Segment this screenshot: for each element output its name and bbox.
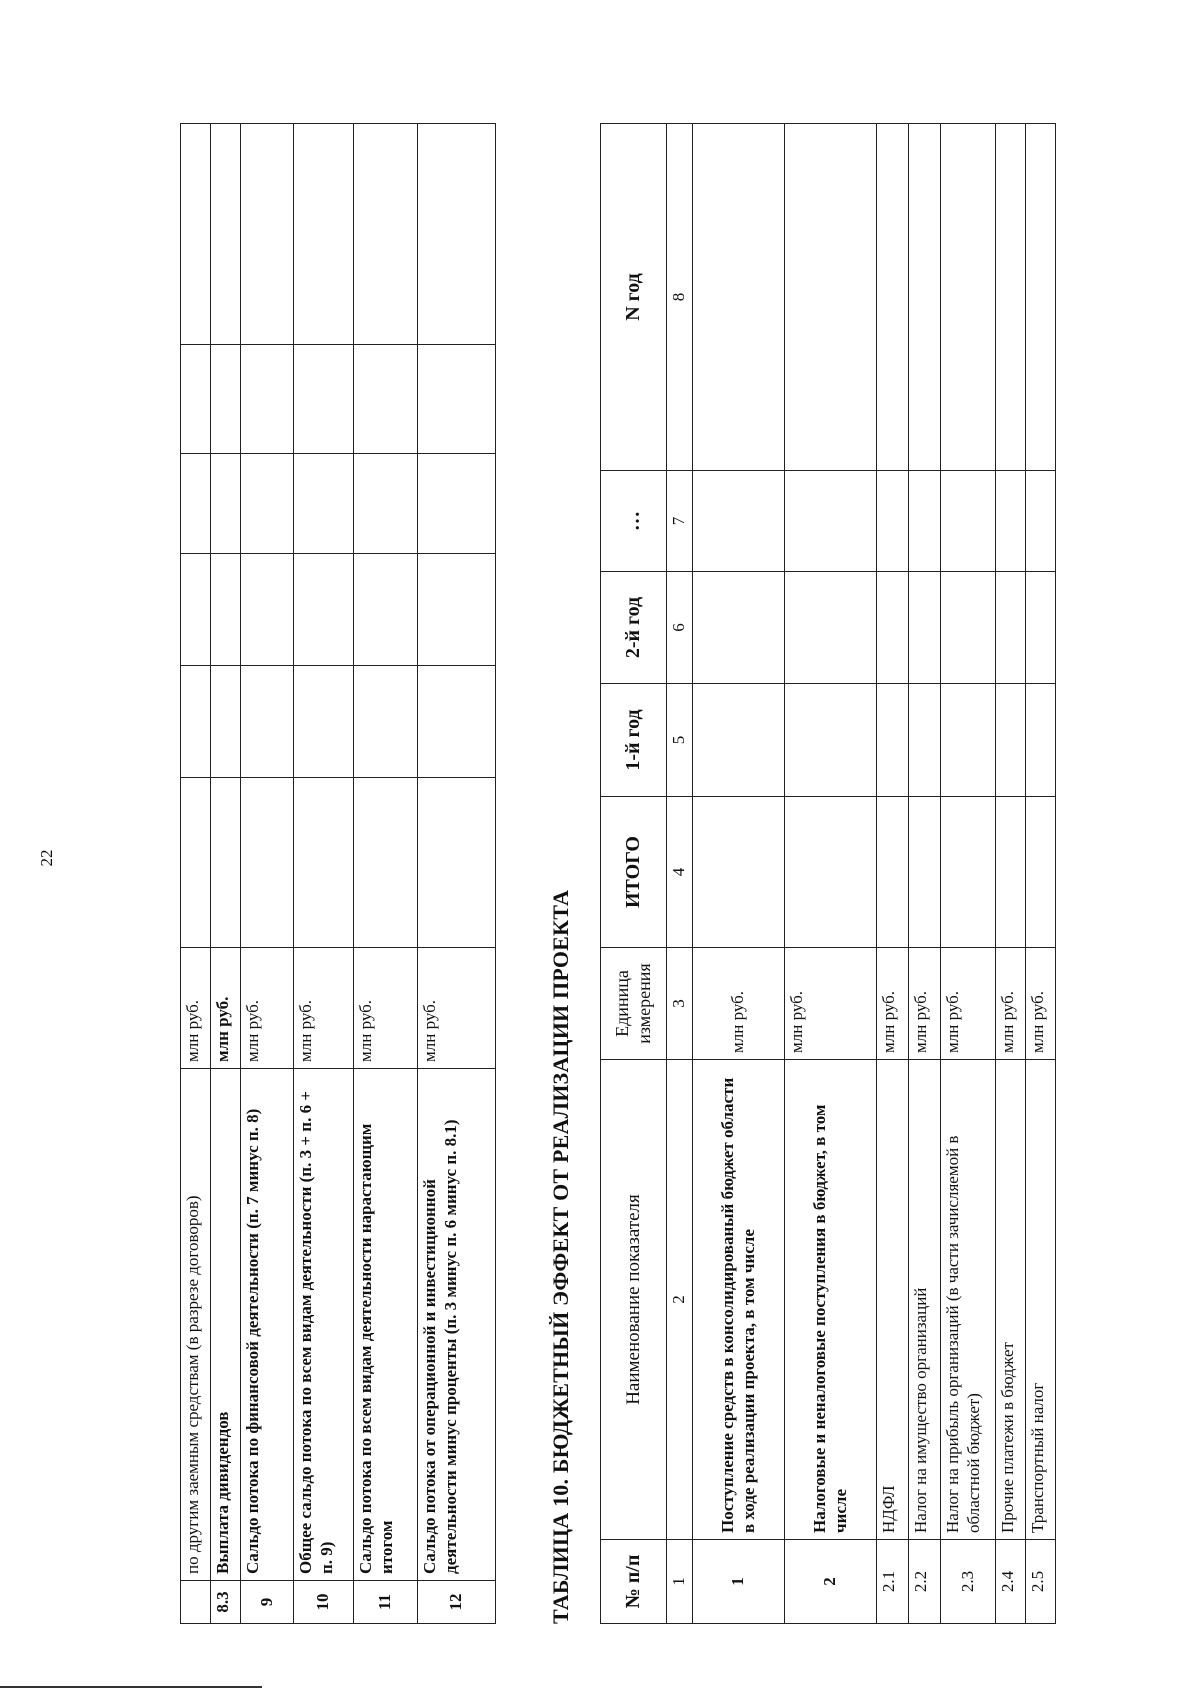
table-row — [211, 124, 241, 1624]
header-total: ИТОГО — [601, 797, 667, 948]
cash-flow-table-continuation — [180, 123, 496, 1624]
row-number: 8.3 — [211, 1581, 241, 1624]
row-unit: млн руб. — [693, 948, 785, 1060]
table-row — [996, 124, 1026, 1624]
table-row — [181, 124, 211, 1624]
page-number: 22 — [37, 849, 56, 867]
row-number: 2.2 — [909, 1540, 941, 1624]
row-name: Транспортный налог — [1026, 1060, 1056, 1540]
header-num: № п/п — [601, 1540, 667, 1624]
bottom-rule — [0, 1686, 262, 1688]
rotated-page-content — [180, 120, 1182, 1624]
row-number: 2.5 — [1026, 1540, 1056, 1624]
row-number: 1 — [693, 1540, 785, 1624]
table-row — [877, 124, 909, 1624]
col-number: 8 — [667, 124, 693, 471]
row-unit: млн руб. — [941, 948, 996, 1060]
row-name: Налог на имущество организаций — [909, 1060, 941, 1540]
col-number: 4 — [667, 797, 693, 948]
row-number: 12 — [418, 1581, 496, 1624]
row-name: по другим заемным средствам (в разрезе договоров) — [181, 1069, 211, 1581]
row-unit: млн руб. — [1026, 948, 1056, 1060]
table-row — [354, 124, 418, 1624]
col-number: 3 — [667, 948, 693, 1060]
col-number: 6 — [667, 572, 693, 684]
row-number: 10 — [294, 1581, 354, 1624]
table-row — [941, 124, 996, 1624]
row-name: Сальдо потока по всем видам деятельности нарастающим итогом — [354, 1069, 418, 1581]
row-name: Налоговые и неналоговые поступления в бюджет, в том числе — [785, 1060, 877, 1540]
row-unit: млн руб. — [996, 948, 1026, 1060]
table-row — [241, 124, 294, 1624]
row-number: 11 — [354, 1581, 418, 1624]
row-number: 2.3 — [941, 1540, 996, 1624]
table-row — [909, 124, 941, 1624]
header-yearN: N год — [601, 124, 667, 471]
row-unit: млн руб. — [211, 948, 241, 1069]
row-unit: млн руб. — [181, 948, 211, 1069]
row-number: 9 — [241, 1581, 294, 1624]
row-name: Поступление средств в консолидированый бюджет области в ходе реализации проекта, в том числе — [693, 1060, 785, 1540]
row-unit: млн руб. — [354, 948, 418, 1069]
col-number: 2 — [667, 1060, 693, 1540]
column-number-row — [667, 124, 693, 1624]
row-number — [181, 1581, 211, 1624]
header-unit: Единица измерения — [601, 948, 667, 1060]
row-name: Прочие платежи в бюджет — [996, 1060, 1026, 1540]
row-unit: млн руб. — [785, 948, 877, 1060]
table-row — [418, 124, 496, 1624]
table-row — [294, 124, 354, 1624]
header-name: Наименование показателя — [601, 1060, 667, 1540]
row-number: 2 — [785, 1540, 877, 1624]
col-number: 5 — [667, 684, 693, 797]
row-unit: млн руб. — [418, 948, 496, 1069]
row-number: 2.1 — [877, 1540, 909, 1624]
row-name: НДФЛ — [877, 1060, 909, 1540]
row-unit: млн руб. — [241, 948, 294, 1069]
row-name: Сальдо потока по финансовой деятельности (п. 7 минус п. 8) — [241, 1069, 294, 1581]
table10-title: ТАБЛИЦА 10. БЮДЖЕТНЫЙ ЭФФЕКТ ОТ РЕАЛИЗАЦИИ ПРОЕКТА — [548, 889, 573, 1624]
row-name: Налог на прибыль организаций (в части зачисляемой в областной бюджет) — [941, 1060, 996, 1540]
col-number: 7 — [667, 471, 693, 572]
row-number: 2.4 — [996, 1540, 1026, 1624]
header-ellipsis: … — [601, 471, 667, 572]
header-year2: 2-й год — [601, 572, 667, 684]
row-name: Общее сальдо потока по всем видам деятельности (п. 3 + п. 6 + п. 9) — [294, 1069, 354, 1581]
row-unit: млн руб. — [909, 948, 941, 1060]
row-unit: млн руб. — [294, 948, 354, 1069]
table-row — [693, 124, 785, 1624]
row-name: Сальдо потока от операционной и инвестиционной деятельности минус проценты (п. 3 минус п. 6 минус п. 8.1) — [418, 1069, 496, 1581]
table-row — [1026, 124, 1056, 1624]
row-unit: млн руб. — [877, 948, 909, 1060]
budget-effect-table — [600, 123, 1056, 1624]
header-year1: 1-й год — [601, 684, 667, 797]
col-number: 1 — [667, 1540, 693, 1624]
header-row — [601, 124, 667, 1624]
table-row — [785, 124, 877, 1624]
row-name: Выплата дивидендов — [211, 1069, 241, 1581]
